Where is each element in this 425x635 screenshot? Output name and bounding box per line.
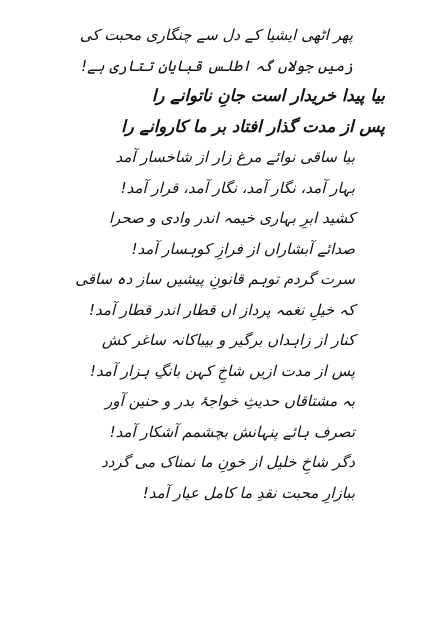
poem-line: تصرف ہائے پنہانش بچشمم آشکار آمد! xyxy=(109,422,355,441)
poem-line: بہار آمد، نگار آمد، نگار آمد، قرار آمد! xyxy=(120,178,355,197)
poem-line: ببازارِ محبت نقدِ ما کامل عیار آمد! xyxy=(142,483,355,502)
poem-line: کہ خیلِ نغمہ پرداز اں قطار اندر قطار آمد! xyxy=(89,300,355,319)
poem-line: بیا پیدا خریدار است جانِ ناتوانے را xyxy=(151,86,385,105)
poem-line: زمیں جولاں گہ اطلس قبایانِ تتاری ہے! xyxy=(81,56,353,75)
poem-line: کشید ابرِ بہاری خیمہ اندر وادی و صحرا xyxy=(108,209,355,227)
poem-line: پس از مدت ازیں شاخِ کہن بانگِ ہزار آمد! xyxy=(90,361,355,380)
poem-line: سرت گردم توہم قانونِ پیشیں ساز دہ ساقی xyxy=(75,270,355,288)
poem-line: صدائے آبشاراں از فرازِ کوہسار آمد! xyxy=(131,239,355,258)
poem-line: کنار از زاہداں برگیر و بیباکانہ ساغر کش xyxy=(101,331,355,349)
poem-line: بیا ساقی نوائے مرغ زار از شاخسار آمد xyxy=(115,148,355,166)
poem-text xyxy=(40,20,385,508)
poem-line: پھر اٹھی ایشیا کے دل سے چنگاری محبت کی xyxy=(79,26,353,44)
poem-line: دگر شاخِ خلیل از خونِ ما نمناک می گردد xyxy=(101,453,355,471)
poem-line: بہ مشتاقاں حدیثِ خواجۂ بدر و حنین آور xyxy=(105,392,355,410)
poem-line: پس از مدت گذار افتاد بر ما کاروانے را xyxy=(121,116,385,136)
